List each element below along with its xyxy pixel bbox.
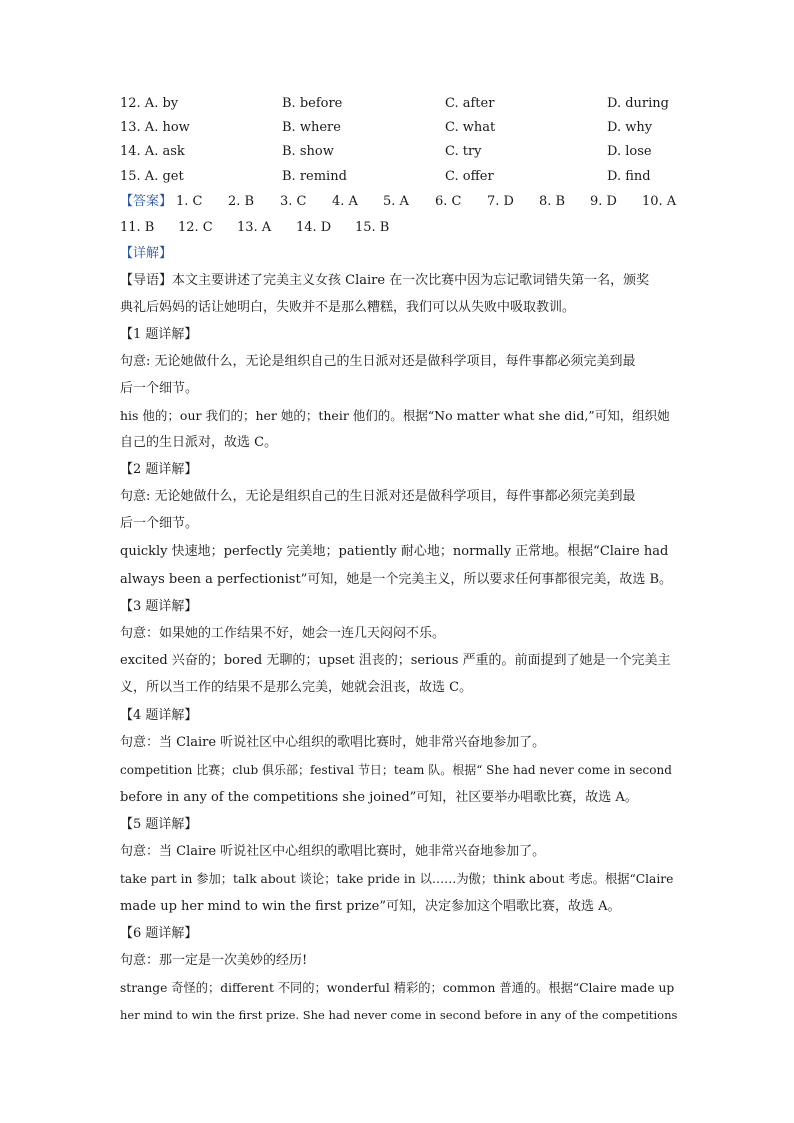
section-heading: 【3 题详解】 xyxy=(120,599,198,614)
answer-item: 10. A xyxy=(642,194,677,209)
answer-item: 4. A xyxy=(332,194,358,209)
option-a: 12. A. by xyxy=(120,96,179,111)
section-line: competition 比赛；club 俱乐部；festival 节日；team 队。根据“ She had never come in second xyxy=(120,763,672,777)
option-b: B. show xyxy=(282,144,334,159)
section-line: 后一个细节。 xyxy=(120,381,199,396)
section-heading: 【6 题详解】 xyxy=(120,926,198,941)
answer-item: 8. B xyxy=(539,194,566,209)
option-c: C. try xyxy=(445,144,482,159)
section-line: her mind to win the first prize. She had never come in second before in any of the competitions xyxy=(120,1008,678,1022)
option-b: B. remind xyxy=(282,169,347,184)
section-line: 后一个细节。 xyxy=(120,516,199,531)
intro-line: 典礼后妈妈的话让她明白，失败并不是那么糟糕，我们可以从失败中吸取教训。 xyxy=(120,300,576,315)
intro-line: 【导语】本文主要讲述了完美主义女孩 Claire 在一次比赛中因为忘记歌词错失第一名，颁奖 xyxy=(120,273,650,288)
answer-item: 14. D xyxy=(296,220,332,235)
section-heading: 【5 题详解】 xyxy=(120,817,198,832)
option-d: D. find xyxy=(607,169,651,184)
option-c: C. offer xyxy=(445,169,494,184)
answer-item: 11. B xyxy=(120,220,155,235)
section-line: made up her mind to win the first prize”可知，决定参加这个唱歌比赛，故选 A。 xyxy=(120,899,621,914)
answer-item: 13. A xyxy=(237,220,272,235)
answer-item: 9. D xyxy=(590,194,617,209)
section-line: always been a perfectionist”可知，她是一个完美主义，所以要求任何事都很完美，故选 B。 xyxy=(120,572,673,587)
section-line: 句意: 无论她做什么，无论是组织自己的生日派对还是做科学项目，每件事都必须完美到最 xyxy=(120,354,636,369)
answer-item: 2. B xyxy=(228,194,255,209)
option-b: B. before xyxy=(282,96,343,111)
answer-item: 3. C xyxy=(280,194,307,209)
option-c: C. after xyxy=(445,96,495,111)
answer-row-2 xyxy=(120,218,680,238)
section-line: strange 奇怪的；different 不同的；wonderful 精彩的；common 普通的。根据“Claire made up xyxy=(120,981,675,995)
answer-item: 5. A xyxy=(383,194,409,209)
option-c: C. what xyxy=(445,120,496,135)
section-line: his 他的；our 我们的；her 她的；their 他们的。根据“No matter what she did,”可知，组织她 xyxy=(120,408,670,423)
option-d: D. during xyxy=(607,96,669,111)
option-d: D. lose xyxy=(607,144,652,159)
section-line: 句意：当 Claire 听说社区中心组织的歌唱比赛时，她非常兴奋地参加了。 xyxy=(120,844,546,859)
option-b: B. where xyxy=(282,120,341,135)
answer-row-1 xyxy=(120,192,680,212)
answer-item: 12. C xyxy=(178,220,213,235)
option-row-15 xyxy=(120,167,680,187)
section-heading: 【1 题详解】 xyxy=(120,327,198,342)
answer-item: 6. C xyxy=(435,194,462,209)
option-a: 15. A. get xyxy=(120,169,184,184)
option-d: D. why xyxy=(607,120,653,135)
section-line: excited 兴奋的；bored 无聊的；upset 沮丧的；serious 严重的。前面提到了她是一个完美主 xyxy=(120,653,671,668)
option-row-14 xyxy=(120,142,680,162)
option-a: 13. A. how xyxy=(120,120,190,135)
section-line: before in any of the competitions she joined”可知，社区要举办唱歌比赛，故选 A。 xyxy=(120,790,638,805)
section-heading: 【2 题详解】 xyxy=(120,462,198,477)
answer-item: 7. D xyxy=(487,194,514,209)
section-heading: 【4 题详解】 xyxy=(120,708,198,723)
section-line: 句意：当 Claire 听说社区中心组织的歌唱比赛时，她非常兴奋地参加了。 xyxy=(120,735,546,750)
answer-label: 【答案】 xyxy=(120,194,173,209)
section-line: quickly 快速地；perfectly 完美地；patiently 耐心地；normally 正常地。根据“Claire had xyxy=(120,544,669,559)
section-line: 句意：那一定是一次美妙的经历! xyxy=(120,953,308,968)
section-line: take part in 参加；talk about 谈论；take pride in 以……为傲；think about 考虑。根据“Claire xyxy=(120,872,674,886)
option-row-12 xyxy=(120,94,680,114)
section-line: 句意: 无论她做什么，无论是组织自己的生日派对还是做科学项目，每件事都必须完美到最 xyxy=(120,489,636,504)
answer-item: 1. C xyxy=(176,194,203,209)
section-line: 自己的生日派对，故选 C。 xyxy=(120,435,278,450)
detail-label: 【详解】 xyxy=(120,246,173,261)
option-row-13 xyxy=(120,118,680,138)
section-line: 句意：如果她的工作结果不好，她会一连几天闷闷不乐。 xyxy=(120,626,446,641)
option-a: 14. A. ask xyxy=(120,144,185,159)
section-line: 义，所以当工作的结果不是那么完美，她就会沮丧，故选 C。 xyxy=(120,680,473,695)
answer-item: 15. B xyxy=(355,220,390,235)
